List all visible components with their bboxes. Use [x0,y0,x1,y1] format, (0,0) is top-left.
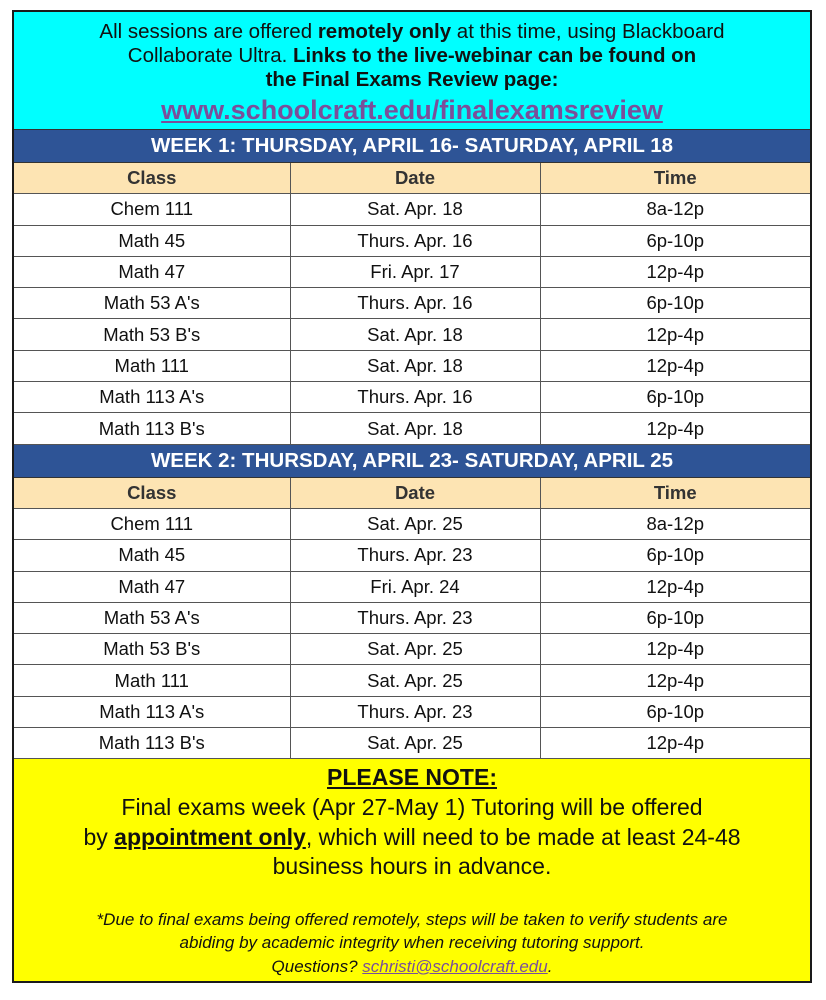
period: . [547,956,553,976]
table-header-row [14,478,810,509]
table-row [14,696,810,727]
date-cell: Thurs. Apr. 16 [290,225,540,256]
time-cell: 6p-10p [540,288,810,319]
final-exams-review-link[interactable]: www.schoolcraft.edu/finalexamsreview [161,95,663,125]
date-cell: Sat. Apr. 18 [290,194,540,225]
note-line-1: Final exams week (Apr 27-May 1) Tutoring will be offered [121,794,703,821]
integrity-notice [28,908,796,979]
time-cell: 12p-4p [540,319,810,350]
table-row [14,634,810,665]
table-row [14,256,810,287]
date-cell: Sat. Apr. 18 [290,413,540,444]
date-cell: Fri. Apr. 17 [290,256,540,287]
contact-email-link[interactable]: schristi@schoolcraft.edu [362,956,548,976]
week-2-title: WEEK 2: THURSDAY, APRIL 23- SATURDAY, APRIL 25 [14,445,810,478]
date-cell: Sat. Apr. 25 [290,508,540,539]
table-row [14,665,810,696]
class-cell: Math 47 [14,571,290,602]
class-cell: Math 111 [14,350,290,381]
note-text: by [83,823,115,850]
note-body [28,793,796,882]
questions-label: Questions? [271,956,363,976]
time-cell: 8a-12p [540,194,810,225]
table-row [14,319,810,350]
table-row [14,571,810,602]
table-row [14,382,810,413]
table-row [14,508,810,539]
column-header-date: Date [290,163,540,194]
date-cell: Sat. Apr. 18 [290,350,540,381]
date-cell: Sat. Apr. 25 [290,665,540,696]
class-cell: Math 113 A's [14,696,290,727]
class-cell: Math 53 A's [14,288,290,319]
class-cell: Chem 111 [14,194,290,225]
time-cell: 6p-10p [540,382,810,413]
class-cell: Math 113 A's [14,382,290,413]
integrity-line-2: abiding by academic integrity when receiving tutoring support. [179,933,645,953]
note-heading: PLEASE NOTE: [327,764,497,791]
class-cell: Math 45 [14,225,290,256]
intro-banner [14,12,810,130]
intro-emphasis: Links to the live-webinar can be found on [293,44,697,67]
table-row [14,225,810,256]
questions-line [28,955,796,979]
class-cell: Math 113 B's [14,728,290,759]
please-note-box [14,759,810,981]
intro-line-3 [24,68,800,92]
time-cell: 12p-4p [540,413,810,444]
time-cell: 6p-10p [540,225,810,256]
column-header-time: Time [540,478,810,509]
column-header-class: Class [14,478,290,509]
class-cell: Math 53 B's [14,634,290,665]
table-row [14,350,810,381]
date-cell: Sat. Apr. 25 [290,634,540,665]
intro-text: Collaborate Ultra. [127,44,293,67]
table-row [14,413,810,444]
column-header-class: Class [14,163,290,194]
time-cell: 12p-4p [540,571,810,602]
time-cell: 12p-4p [540,728,810,759]
time-cell: 6p-10p [540,602,810,633]
appointment-only-emphasis: appointment only [114,823,306,850]
date-cell: Thurs. Apr. 16 [290,288,540,319]
time-cell: 12p-4p [540,634,810,665]
intro-emphasis: the Final Exams Review page: [265,68,559,91]
week-2-table [14,478,810,760]
note-line-3: business hours in advance. [272,853,552,880]
intro-line-1 [24,20,800,44]
time-cell: 12p-4p [540,665,810,696]
table-row [14,728,810,759]
table-header-row [14,163,810,194]
date-cell: Thurs. Apr. 23 [290,540,540,571]
week-1-title: WEEK 1: THURSDAY, APRIL 16- SATURDAY, APRIL 18 [14,130,810,163]
table-row [14,288,810,319]
date-cell: Thurs. Apr. 16 [290,382,540,413]
class-cell: Math 45 [14,540,290,571]
time-cell: 12p-4p [540,350,810,381]
class-cell: Math 111 [14,665,290,696]
date-cell: Thurs. Apr. 23 [290,602,540,633]
table-row [14,602,810,633]
note-text: , which will need to be made at least 24-48 [305,823,741,850]
intro-line-2 [24,44,800,68]
schedule-flyer [12,10,812,983]
class-cell: Math 113 B's [14,413,290,444]
time-cell: 6p-10p [540,540,810,571]
date-cell: Fri. Apr. 24 [290,571,540,602]
intro-text: at this time, using Blackboard [451,20,725,43]
column-header-time: Time [540,163,810,194]
table-row [14,540,810,571]
date-cell: Sat. Apr. 18 [290,319,540,350]
week-1-table [14,163,810,445]
time-cell: 12p-4p [540,256,810,287]
table-row [14,194,810,225]
intro-text: All sessions are offered [99,20,318,43]
column-header-date: Date [290,478,540,509]
class-cell: Chem 111 [14,508,290,539]
class-cell: Math 47 [14,256,290,287]
date-cell: Thurs. Apr. 23 [290,696,540,727]
intro-emphasis: remotely only [317,20,452,43]
note-line-2 [28,823,796,853]
class-cell: Math 53 B's [14,319,290,350]
time-cell: 6p-10p [540,696,810,727]
date-cell: Sat. Apr. 25 [290,728,540,759]
integrity-line-1: *Due to final exams being offered remotely, steps will be taken to verify students are [96,909,728,929]
class-cell: Math 53 A's [14,602,290,633]
time-cell: 8a-12p [540,508,810,539]
